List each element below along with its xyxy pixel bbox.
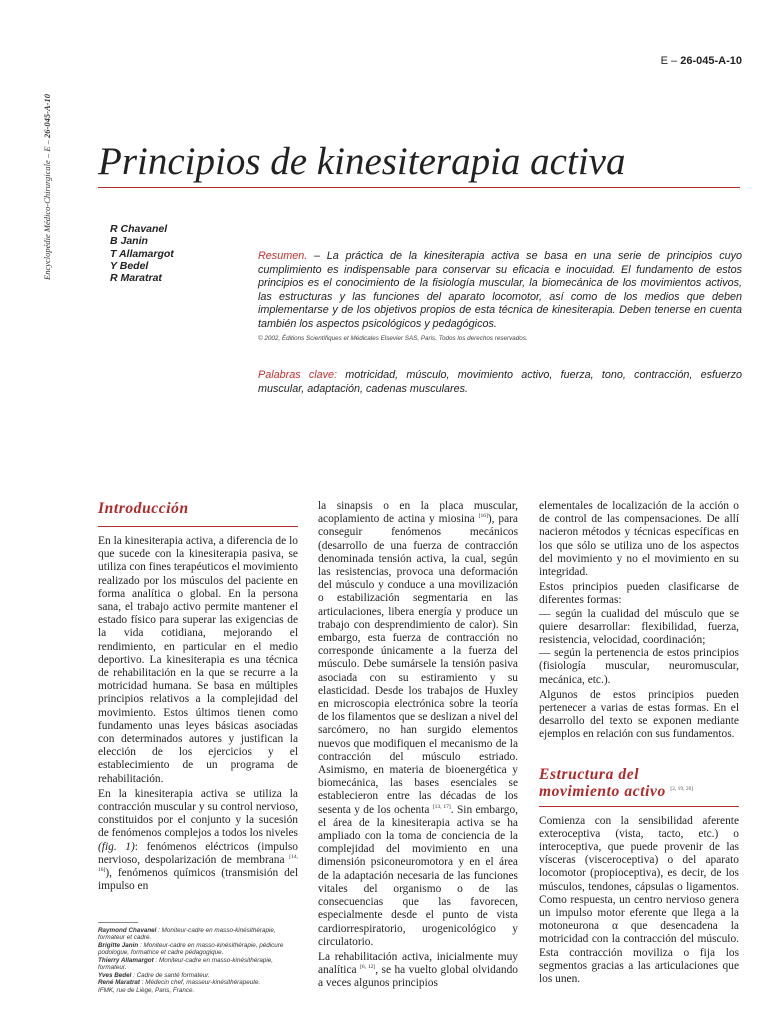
paragraph: Algunos de estos principios pueden pertenecer a varias de estas formas. En el desarrollo del texto se exponen mediante ejemplos en relación con sus fundamentos.: [539, 688, 739, 741]
footnote: Brigitte Janin : Moniteur-cadre en masso-kinésithérapie, pédicure podologue, formatrice et cadre pédagogique.: [98, 941, 284, 957]
title-divider: [98, 187, 740, 188]
paragraph: En la kinesiterapia activa se utiliza la contracción muscular y su control nervioso, constituidos por el conjunto y la sucesión de fenómenos complejos a todos los niveles (fig. 1): fenómenos eléctricos (impulso nervioso, despolarización de membrana [14, 16]), fenómenos químicos (transmisión del impulso en: [98, 787, 298, 893]
author-name: B Janin: [110, 235, 148, 248]
article-title: Principios de kinesiterapia activa: [98, 140, 626, 183]
citation: [14, 16]: [98, 854, 298, 874]
abstract: [258, 250, 742, 331]
copyright-notice: © 2002, Éditions Scientifiques et Médicales Elsevier SAS, Paris. Todos los derechos reservados.: [258, 335, 528, 342]
footnote: René Maratrat : Médecin chef, masseur-kinésithérapeute.: [98, 979, 261, 987]
keywords: [258, 369, 742, 396]
footnote: Thierry Allamargot : Moniteur-cadre en masso-kinésithérapie, formateur.: [98, 956, 273, 972]
column-2: [318, 500, 518, 993]
section-heading-introduccion: Introducción: [98, 500, 189, 517]
reference-code: E – 26-045-A-10: [660, 55, 742, 67]
author-name: R Chavanel: [110, 223, 168, 235]
section-heading-estructura: Estructura del movimiento activo [2, 19, 20]: [539, 765, 694, 800]
keywords-label: Palabras clave:: [258, 369, 338, 381]
footnote: Yves Bedel : Cadre de santé formateur.: [98, 971, 210, 979]
paragraph: Estos principios pueden clasificarse de diferentes formas:: [539, 581, 739, 607]
abstract-text: – La práctica de la kinesiterapia activa se basa en una serie de principios cuyo cumplimiento es indispensable para conservar su eficacia e inocuidad. El fundamento de estos principios es el conocimiento de la fisiología muscular, la biomecánica de los movimientos activos, las estructuras y las funciones del aparato locomotor, así como de los medios que deben implementarse y de los objetivos propios de esta técnica de kinesiterapia. Deben tenerse en cuenta también los aspectos psicológicos y pedagógicos.: [258, 250, 742, 330]
author-name: R Maratrat: [110, 272, 162, 285]
paragraph: la sinapsis o en la placa muscular, acoplamiento de actina y miosina [16]), para conseguir fenómenos mecánicos (desarrollo de una fuerza de contracción denominada tensión activa, la cual, según las resistencias, provoca una deformación del músculo y conduce a una movilización o estabilización segmentaria en las articulaciones, libera energía y produce un trabajo con desprendimiento de calor). Sin embargo, esta fuerza de contracción no corresponde únicamente a la fuerza del músculo. Debe sumársele la tensión pasiva asociada con su estiramiento y su elasticidad. Desde los trabajos de Huxley en microscopia electrónica sobre la teoría de los filamentos que se deslizan a nivel del sarcómero, no han surgido elementos nuevos que modifiquen el mecanismo de la contracción del músculo estriado. Asimismo, en materia de bioenergética y biomecánica, las bases esenciales se establecieron entre las décadas de los sesenta y de los ochenta [13, 17]. Sin embargo, el área de la kinesiterapia activa se ha ampliado con la toma de conciencia de la complejidad del movimiento en una dimensión psiconeuromotora y en el área de la adaptación necesaria de las funciones vitales del organismo o de las consecuencias que las favorecen, especialmente desde el punto de vista cardiorrespiratorio, urogenicológico y circulatorio.: [318, 500, 518, 948]
footnote: Raymond Chavanel : Moniteur-cadre en masso-kinésithérapie, formateur et cadre.: [98, 926, 276, 942]
list-item: — según la pertenencia de estos principios (fisiología muscular, neuromuscular, mecánica, etc.).: [539, 647, 739, 686]
section-divider: [98, 526, 298, 527]
citation: [2, 19, 20]: [670, 785, 694, 792]
column-3: [539, 500, 739, 988]
section-divider: [539, 806, 739, 807]
paragraph: La rehabilitación activa, inicialmente muy analítica [6, 12], se ha vuelto global olvidando a veces algunos principios: [318, 950, 518, 990]
paragraph: elementales de localización de la acción o de control de las compensaciones. De allí nacieron métodos y técnicas específicas en los que sólo se utiliza uno de los aspectos del movimiento y no el movimiento en su integridad.: [539, 500, 739, 579]
list-item: — según la cualidad del músculo que se quiere desarrollar: flexibilidad, fuerza, resistencia, velocidad, coordinación;: [539, 607, 739, 647]
author-name: Y Bedel: [110, 259, 149, 272]
paragraph: En la kinesiterapia activa, a diferencia de lo que sucede con la kinesiterapia pasiva, se utiliza con fines terapéuticos el movimiento realizado por los músculos del paciente en forma analítica o global. En la persona sana, el trabajo activo permite mantener el estado físico para superar las exigencias de la vida cotidiana, mejorando el rendimiento, en particular en el medio deportivo. La kinesiterapia es una técnica de rehabilitación en la que se recurre a la motricidad humana. Se basa en múltiples principios relativos a la complejidad del movimiento. Estos últimos tienen como fundamento unas leyes básicas asociadas con determinados autores y justifican la elección de los ejercicios y el establecimiento de un programa de rehabilitación.: [98, 535, 298, 785]
paragraph: Comienza con la sensibilidad aferente exteroceptiva (vista, tacto, etc.) o interoceptiva, que puede provenir de las vísceras (visceroceptiva) o del aparato locomotor (propioceptiva), es decir, de los músculos, tendones, cápsulas o ligamentos. Como respuesta, un centro nervioso genera un impulso motor eferente que llega a la motoneurona α que desencadena la motricidad con la contracción del músculo. Esta contracción moviliza o fija los segmentos gracias a las articulaciones que los unen.: [539, 814, 739, 986]
keywords-text: motricidad, músculo, movimiento activo, fuerza, tono, contracción, esfuerzo muscular, adaptación, cadenas musculares.: [258, 369, 742, 395]
author-footnotes: [98, 922, 303, 994]
citation: [13, 17]: [432, 803, 451, 810]
abstract-label: Resumen.: [258, 250, 308, 262]
citation: [16]: [478, 513, 488, 520]
citation: [6, 12]: [360, 964, 376, 971]
footnote: IFMK, rue de Liège, Paris, France.: [98, 986, 195, 994]
footnote-divider: [98, 922, 138, 923]
author-list: [110, 223, 250, 284]
figure-reference[interactable]: (fig. 1): [98, 840, 135, 853]
column-1: [98, 500, 298, 895]
side-journal-label: Encyclopédie Médico-Chirurgicale – E – 26-045-A-10: [42, 94, 52, 280]
author-name: T Allamargot: [110, 247, 174, 260]
